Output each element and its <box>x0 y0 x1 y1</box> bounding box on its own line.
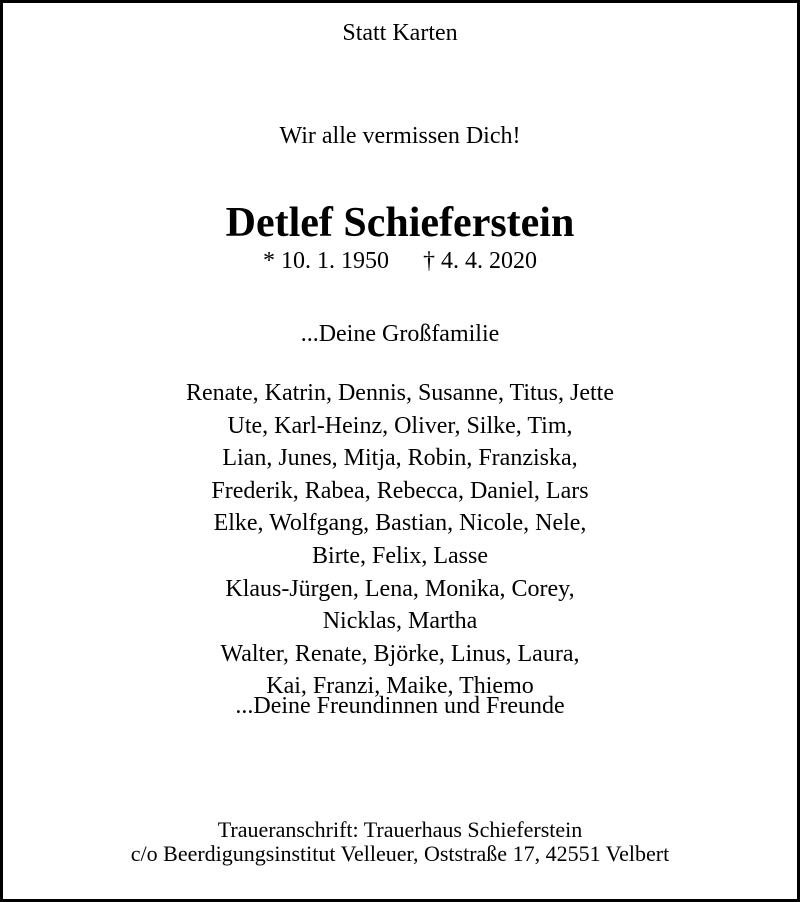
family-names-line: Nicklas, Martha <box>322 608 478 635</box>
address-line-2: c/o Beerdigungsinstitut Velleuer, Oststraße 17, 42551 Velbert <box>130 841 670 866</box>
family-intro: ...Deine Großfamilie <box>300 321 500 347</box>
family-names-line: Kai, Franzi, Maike, Thiemo <box>266 673 534 700</box>
family-names-line: Ute, Karl-Heinz, Oliver, Silke, Tim, <box>227 412 573 439</box>
address-line-1: Traueranschrift: Trauerhaus Schieferstein <box>217 817 583 842</box>
friends-line: ...Deine Freundinnen und Freunde <box>235 693 565 719</box>
family-names-line: Birte, Felix, Lasse <box>312 542 488 569</box>
notice-header: Statt Karten <box>342 20 458 46</box>
family-names-line: Frederik, Rabea, Rebecca, Daniel, Lars <box>211 477 589 504</box>
notice-motto: Wir alle vermissen Dich! <box>279 123 521 149</box>
family-names-list <box>3 377 797 703</box>
deceased-name: Detlef Schieferstein <box>225 200 575 246</box>
life-dates <box>3 249 797 273</box>
family-names-line: Renate, Katrin, Dennis, Susanne, Titus, Jette <box>186 380 614 406</box>
family-names-line: Lian, Junes, Mitja, Robin, Franziska, <box>222 445 578 472</box>
family-names-line: Klaus-Jürgen, Lena, Monika, Corey, <box>225 575 575 602</box>
mourning-address <box>3 818 797 866</box>
death-date: † 4. 4. 2020 <box>423 248 537 274</box>
family-names-line: Elke, Wolfgang, Bastian, Nicole, Nele, <box>213 510 587 537</box>
family-names-line: Walter, Renate, Björke, Linus, Laura, <box>220 640 580 667</box>
birth-date: * 10. 1. 1950 <box>263 248 389 274</box>
